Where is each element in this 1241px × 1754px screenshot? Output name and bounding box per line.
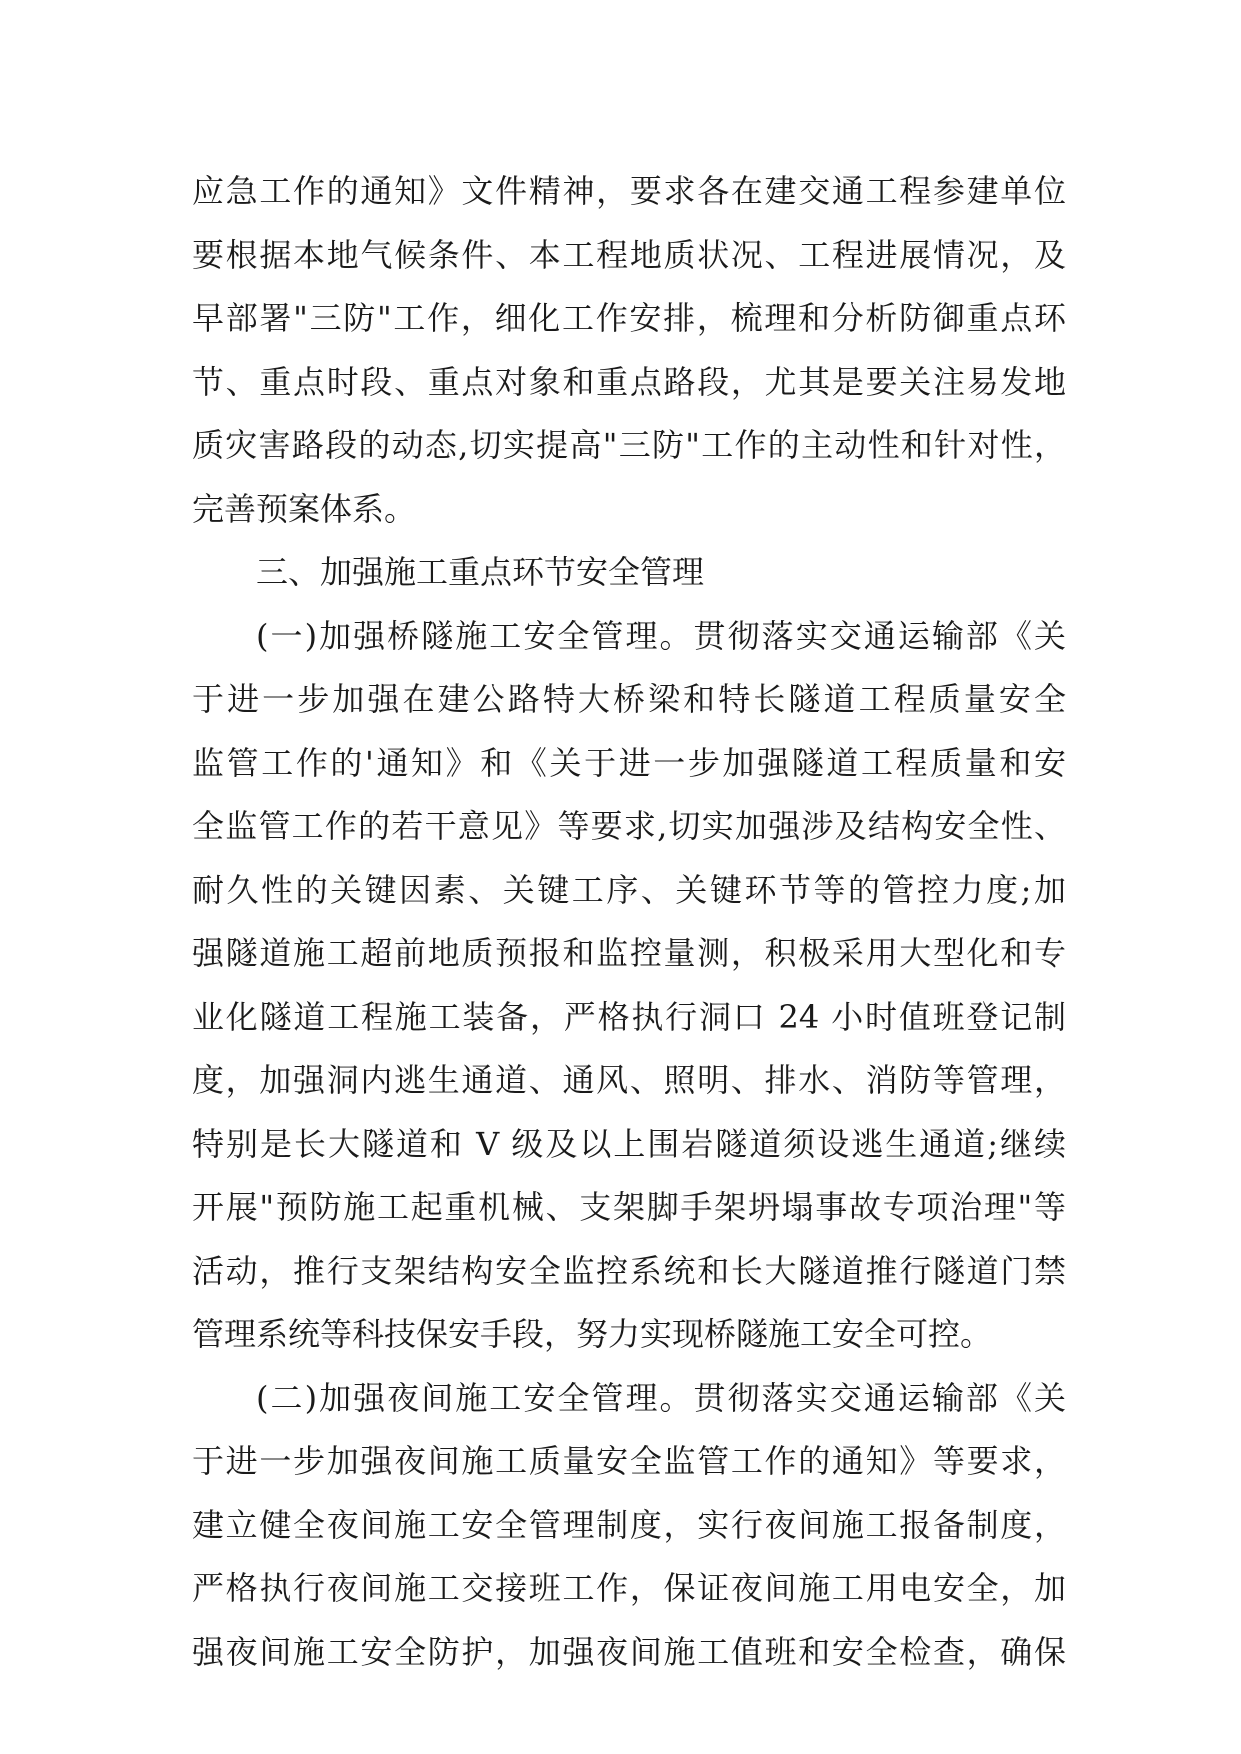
text-line: 早部署"三防"工作，细化工作安排，梳理和分析防御重点环 xyxy=(192,299,1066,337)
text-line: 完善预案体系。 xyxy=(192,489,417,528)
section-heading: 三、加强施工重点环节安全管理 xyxy=(256,553,705,591)
text-line: 强夜间施工安全防护，加强夜间施工值班和安全检查，确保 xyxy=(192,1632,1066,1671)
text-line: 监管工作的'通知》和《关于进一步加强隧道工程质量和安 xyxy=(192,743,1066,782)
text-line: 建立健全夜间施工安全管理制度，实行夜间施工报备制度， xyxy=(192,1505,1066,1544)
text-line: 要根据本地气候条件、本工程地质状况、工程进展情况，及 xyxy=(192,235,1066,274)
text-line: 度，加强洞内逃生通道、通风、照明、排水、消防等管理， xyxy=(192,1061,1066,1099)
text-line: 开展"预防施工起重机械、支架脚手架坍塌事故专项治理"等 xyxy=(192,1188,1066,1226)
text-line: 业化隧道工程施工装备，严格执行洞口 24 小时值班登记制 xyxy=(192,997,1066,1036)
text-line: 全监管工作的若干意见》等要求,切实加强涉及结构安全性、 xyxy=(192,807,1066,845)
text-line: 强隧道施工超前地质预报和监控量测，积极采用大型化和专 xyxy=(192,934,1066,972)
text-line: 严格执行夜间施工交接班工作，保证夜间施工用电安全，加 xyxy=(192,1569,1066,1607)
text-line: 耐久性的关键因素、关键工序、关键环节等的管控力度;加 xyxy=(192,870,1066,909)
text-line: 于进一步加强夜间施工质量安全监管工作的通知》等要求， xyxy=(192,1442,1066,1480)
text-line: 节、重点时段、重点对象和重点路段，尤其是要关注易发地 xyxy=(192,362,1066,401)
text-line: 活动，推行支架结构安全监控系统和长大隧道推行隧道门禁 xyxy=(192,1251,1066,1290)
text-line: 特别是长大隧道和 V 级及以上围岩隧道须设逃生通道;继续 xyxy=(192,1124,1066,1163)
text-line: 管理系统等科技保安手段，努力实现桥隧施工安全可控。 xyxy=(192,1315,993,1353)
document-body xyxy=(192,160,1066,1684)
text-line: 应急工作的通知》文件精神，要求各在建交通工程参建单位 xyxy=(192,172,1066,210)
text-line: 质灾害路段的动态,切实提高"三防"工作的主动性和针对性， xyxy=(192,426,1066,464)
paragraph-first-line: (二)加强夜间施工安全管理。贯彻落实交通运输部《关 xyxy=(256,1378,1066,1417)
paragraph-first-line: (一)加强桥隧施工安全管理。贯彻落实交通运输部《关 xyxy=(256,616,1066,655)
text-line: 于进一步加强在建公路特大桥梁和特长隧道工程质量安全 xyxy=(192,680,1066,718)
